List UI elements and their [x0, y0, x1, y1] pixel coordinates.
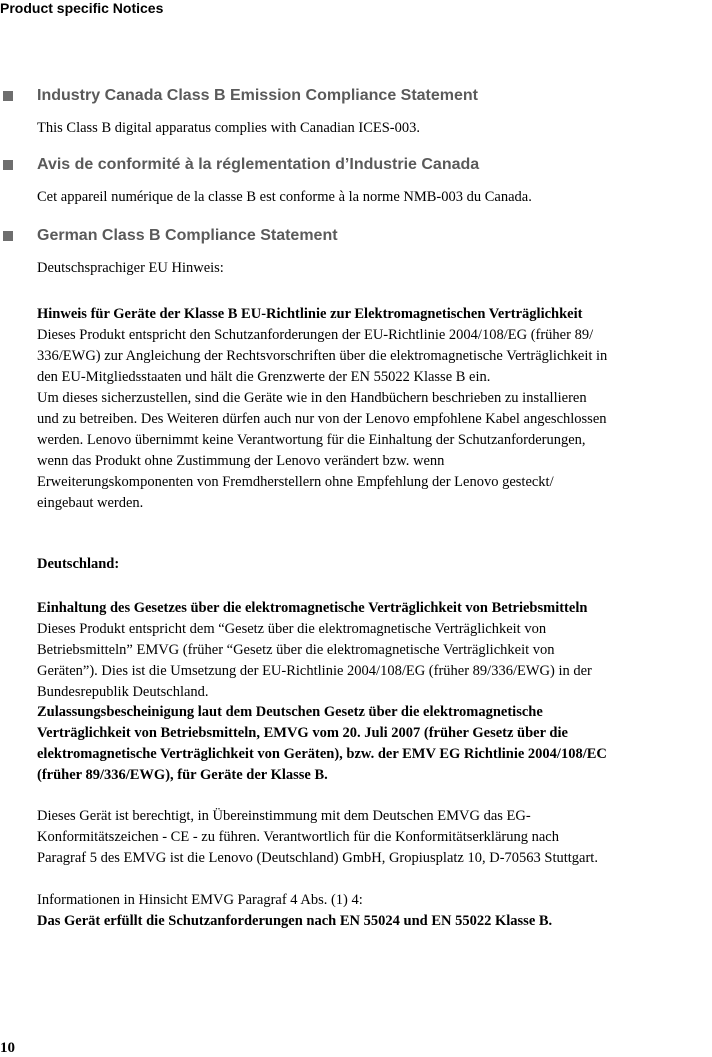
paragraph-4 [37, 806, 712, 869]
section-heading-text: German Class B Compliance Statement [37, 227, 338, 244]
text-line: Verträglichkeit von Betriebsmitteln, EMVG vom 20. Juli 2007 (früher Gesetz über die [37, 725, 568, 741]
section-body [37, 187, 712, 208]
section-body [37, 118, 712, 139]
zulassung-statement [37, 702, 712, 786]
text-line: Deutschland: [37, 556, 120, 572]
text-line: 336/EWG) zur Angleichung der Rechtsvorschriften über die elektromagnetische Verträglichkeit in [37, 348, 608, 364]
square-bullet-icon [3, 231, 13, 241]
text-line: werden. Lenovo übernimmt keine Verantwortung für die Einhaltung der Schutzanforderungen, [37, 432, 586, 448]
info-line [37, 890, 712, 911]
text-line: Dieses Produkt entspricht dem “Gesetz über die elektromagnetische Verträglichkeit von [37, 621, 547, 637]
text-line: Paragraf 5 des EMVG ist die Lenovo (Deutschland) GmbH, Gropiusplatz 10, D-70563 Stuttgart. [37, 850, 598, 866]
paragraph-1 [37, 325, 712, 388]
square-bullet-icon [3, 91, 13, 101]
text-line: Geräten”). Dies ist die Umsetzung der EU-Richtlinie 2004/108/EG (früher 89/336/EWG) in der [37, 663, 592, 679]
section-heading-german [0, 226, 338, 246]
text-line: Einhaltung des Gesetzes über die elektromagnetische Verträglichkeit von Betriebsmitteln [37, 600, 588, 616]
section-body [37, 258, 712, 279]
text-line: Dieses Gerät ist berechtigt, in Übereinstimmung mit dem Deutschen EMVG das EG- [37, 808, 531, 824]
section-heading-industry-canada [0, 86, 478, 106]
text-line: Hinweis für Geräte der Klasse B EU-Richtlinie zur Elektromagnetischen Verträglichkeit [37, 306, 583, 322]
text-line: Erweiterungskomponenten von Fremdherstellern ohne Empfehlung der Lenovo gesteckt/ [37, 474, 554, 490]
text-line: Dieses Produkt entspricht den Schutzanforderungen der EU-Richtlinie 2004/108/EG (früher 89/ [37, 327, 594, 343]
running-title: Product specific Notices [0, 0, 164, 16]
text-line: Betriebsmitteln” EMVG (früher “Gesetz über die elektromagnetische Verträglichkeit von [37, 642, 555, 658]
text-line: (früher 89/336/EWG), für Geräte der Klasse B. [37, 767, 328, 783]
text-line: Konformitätszeichen - CE - zu führen. Verantwortlich für die Konformitätserklärung nach [37, 829, 559, 845]
text-line: Informationen in Hinsicht EMVG Paragraf 4 Abs. (1) 4: [37, 892, 363, 908]
text-line: und zu betreiben. Des Weiteren dürfen auch nur von der Lenovo empfohlene Kabel angeschlossen [37, 411, 607, 427]
paragraph-2 [37, 388, 712, 514]
text-line: eingebaut werden. [37, 495, 144, 511]
text-line: Deutschsprachiger EU Hinweis: [37, 260, 224, 276]
text-line: Cet appareil numérique de la classe B est conforme à la norme NMB-003 du Canada. [37, 189, 532, 205]
final-statement [37, 911, 712, 932]
paragraph-3 [37, 619, 712, 703]
page-number: 10 [0, 1040, 15, 1056]
text-line: den EU-Mitgliedsstaaten und hält die Grenzwerte der EN 55022 Klasse B ein. [37, 369, 491, 385]
deutschland-heading [37, 554, 712, 575]
text-line: elektromagnetische Verträglichkeit von Geräten), bzw. der EMV EG Richtlinie 2004/108/EC [37, 746, 607, 762]
section-heading-text: Industry Canada Class B Emission Compliance Statement [37, 87, 479, 104]
hinweis-title [37, 304, 712, 325]
square-bullet-icon [3, 160, 13, 170]
text-line: Bundesrepublik Deutschland. [37, 684, 209, 700]
text-line: This Class B digital apparatus complies with Canadian ICES-003. [37, 120, 420, 136]
section-heading-avis [0, 155, 479, 175]
text-line: wenn das Produkt ohne Zustimmung der Lenovo verändert bzw. wenn [37, 453, 445, 469]
section-heading-text: Avis de conformité à la réglementation d’Industrie Canada [37, 156, 480, 173]
text-line: Das Gerät erfüllt die Schutzanforderungen nach EN 55024 und EN 55022 Klasse B. [37, 913, 553, 929]
text-line: Zulassungsbescheinigung laut dem Deutschen Gesetz über die elektromagnetische [37, 704, 543, 720]
einhaltung-title [37, 598, 712, 619]
text-line: Um dieses sicherzustellen, sind die Geräte wie in den Handbüchern beschrieben zu installieren [37, 390, 587, 406]
